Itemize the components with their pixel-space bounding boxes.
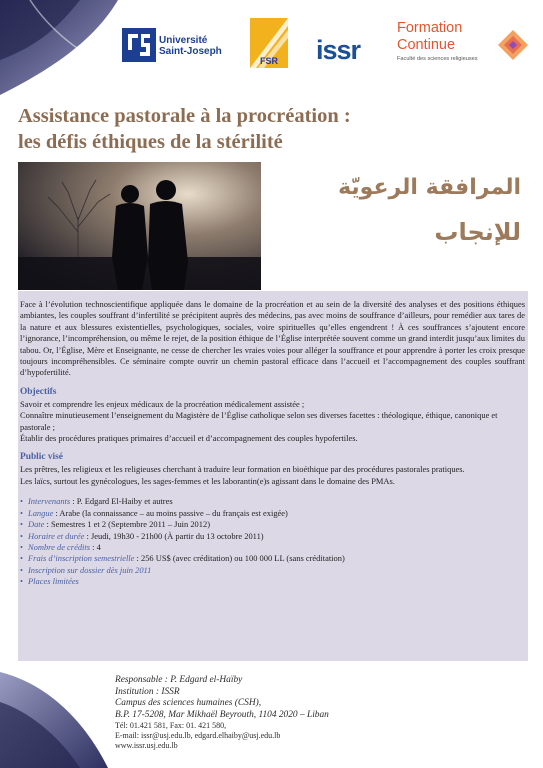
- arabic-title-line2: للإنجاب: [434, 218, 521, 246]
- usj-logo: [122, 28, 240, 68]
- detail-date: • Date : Semestres 1 et 2 (Septembre 2011 – Juin 2012): [20, 519, 211, 530]
- fc-emblem-icon: [496, 28, 530, 62]
- corner-decoration: [0, 0, 118, 95]
- usj-emblem-icon: [122, 28, 156, 62]
- intro-paragraph: Face à l’évolution technoscientifique appliquée dans le domaine de la procréation et au sein de la diversité des analyses et des positions éthiques ambiantes, les couples souffrant d’infertilité se précipitent auprès des médecins, pas avec moins de souffrance d’ailleurs, pour remédier aux tares de la nature et aux blessures existentielles, psychologiques, sociales, voire spirituelles qu’elles engendrent ! À ces souffrances s’ajoutent encore l’ignorance, l’incompréhension, ou même le rejet, de la position éthique de l’Église interprétée souvent comme un grand interdit jusqu’aux limites du tabou. Or, l’Église, Mère et Enseignante, ne cesse de chercher les vraies voies pour alléger la souffrance et pour apprendre à porter les croix presque toujours incompréhensibles. Ce séminaire compte ouvrir un chemin pastoral efficace dans l’accueil et l’accompagnement des couples souffrant d’hypofertilité.: [20, 299, 525, 378]
- detail-credits: • Nombre de crédits : 4: [20, 541, 101, 552]
- bullet-icon: •: [20, 519, 23, 530]
- footer-contact: [115, 675, 535, 751]
- fsr-text: FSR: [260, 56, 278, 66]
- formation-continue-logo: [393, 20, 533, 70]
- footer-address: B.P. 17-5208, Mar Mikhaël Beyrouth, 1104 2020 – Liban: [115, 709, 329, 720]
- detail-places: • Places limitées: [20, 576, 79, 587]
- title-line1: Assistance pastorale à la procréation :: [18, 105, 351, 127]
- detail-horaire: • Horaire et durée : Jeudi, 19h30 - 21h00 (À partir du 13 octobre 2011): [20, 530, 264, 541]
- footer-campus: Campus des sciences humaines (CSH),: [115, 698, 262, 708]
- couple-photo: [18, 162, 261, 290]
- content: [20, 299, 525, 588]
- arabic-title-line1: المرافقة الرعويّة: [338, 175, 521, 200]
- bullet-icon: •: [20, 553, 23, 564]
- detail-inscription: • Inscription sur dossier dès juin 2011: [20, 564, 152, 575]
- fsr-logo: [250, 18, 288, 68]
- objectif-item: Connaître minutieusement l’enseignement du Magistère de l’Église catholique selon ses diverses facettes : théologique, éthique, canonique et pastorale ;: [20, 410, 498, 432]
- details-list: [20, 496, 525, 587]
- public-item: Les laïcs, surtout les gynécologues, les sages-femmes et les laborantin(e)s agissant dans le domaine des PMAs.: [20, 475, 395, 486]
- title-line2: les défis éthiques de la stérilité: [18, 131, 283, 153]
- public-item: Les prêtres, les religieux et les religieuses cherchant à traduire leur formation en bioéthique par des procédures pastorales pratiques.: [20, 464, 465, 475]
- detail-intervenants: • Intervenants : P. Edgard El-Haiby et autres: [20, 496, 173, 507]
- footer-institution: Institution : ISSR: [115, 686, 180, 697]
- bullet-icon: •: [20, 507, 23, 518]
- bullet-icon: •: [20, 541, 23, 552]
- objectifs-heading: Objectifs: [20, 386, 57, 397]
- fc-subtitle: Faculté des sciences religieuses: [397, 56, 478, 62]
- page-title: [18, 103, 438, 155]
- bullet-icon: •: [20, 496, 23, 507]
- detail-frais: • Frais d’inscription semestrielle : 256 US$ (avec créditation) ou 100 000 LL (sans créditation): [20, 553, 345, 564]
- footer-corner-decoration: [0, 672, 108, 768]
- objectif-item: Établir des procédures pratiques primaires d’accueil et d’accompagnement des couples hypofertiles.: [20, 433, 358, 444]
- fsr-emblem-icon: [250, 18, 288, 68]
- footer-email[interactable]: E-mail: issr@usj.edu.lb, edgard.elhaiby@usj.edu.lb: [115, 731, 281, 740]
- fc-line1: Formation: [397, 20, 463, 36]
- detail-langue: • Langue : Arabe (la connaissance – au moins passive – du français est exigée): [20, 507, 288, 518]
- objectif-item: Savoir et comprendre les enjeux médicaux de la procréation médicalement assistée ;: [20, 398, 305, 409]
- bullet-icon: •: [20, 530, 23, 541]
- bullet-icon: •: [20, 564, 23, 575]
- footer-responsable: Responsable : P. Edgard el-Haïby: [115, 675, 243, 685]
- footer-website[interactable]: www.issr.usj.edu.lb: [115, 741, 178, 750]
- bullet-icon: •: [20, 576, 23, 587]
- public-heading: Public visé: [20, 452, 63, 463]
- usj-name-line1: Université: [159, 35, 208, 46]
- issr-logo: issr: [316, 35, 361, 65]
- usj-name-line2: Saint-Joseph: [159, 46, 222, 57]
- fc-line2: Continue: [397, 37, 456, 53]
- footer-phone: Tél: 01.421 581, Fax: 01. 421 580,: [115, 721, 227, 730]
